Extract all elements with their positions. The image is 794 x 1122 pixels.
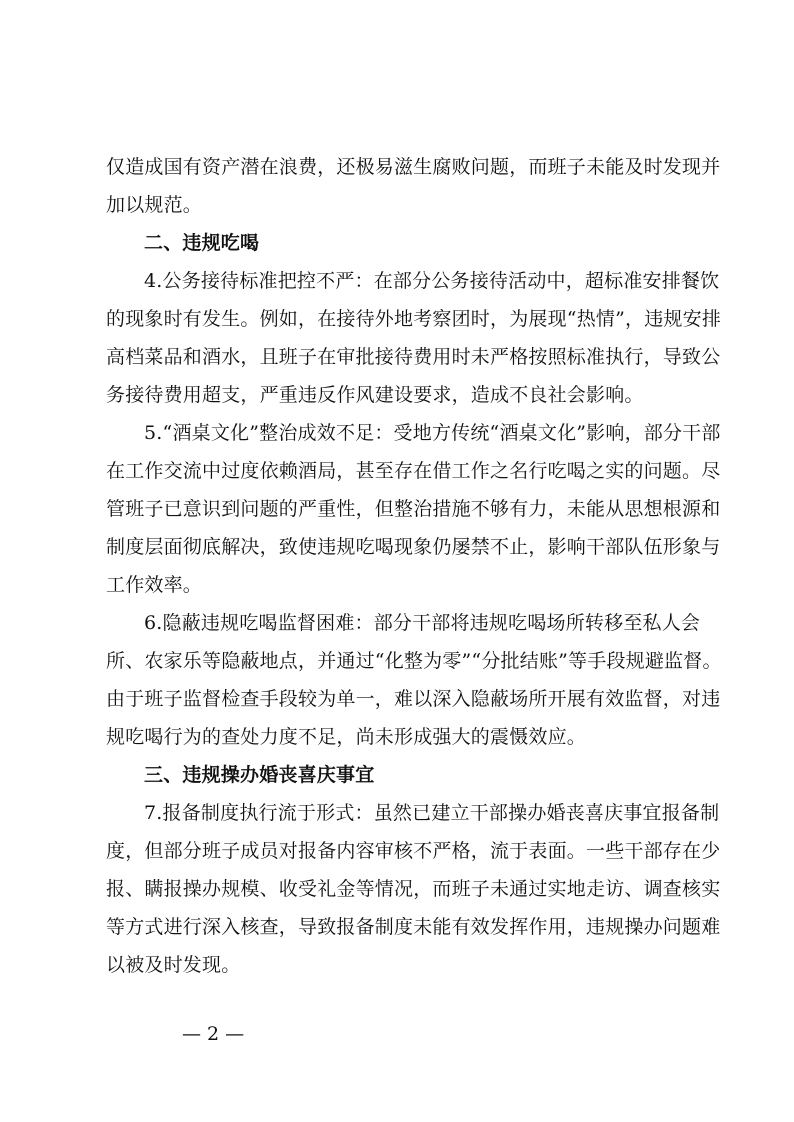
item-7-line-1: 7.报备制度执行流于形式：虽然已建立干部操办婚丧喜庆事宜报备制 (144, 802, 720, 824)
item-7-line-3: 报、瞒报操办规模、收受礼金等情况，而班子未通过实地走访、调查核实 (106, 878, 721, 900)
page-number: — 2 — (182, 1023, 245, 1045)
item-5-line-5: 工作效率。 (106, 574, 203, 596)
item-6-line-1: 6.隐蔽违规吃喝监督困难：部分干部将违规吃喝场所转移至私人会 (144, 612, 701, 634)
item-5-line-3: 管班子已意识到问题的严重性，但整治措施不够有力，未能从思想根源和 (106, 498, 721, 520)
paragraph-continuation-line-1: 仅造成国有资产潜在浪费，还极易滋生腐败问题，而班子未能及时发现并 (106, 156, 721, 178)
item-6-line-4: 规吃喝行为的查处力度不足，尚未形成强大的震慑效应。 (106, 726, 587, 748)
item-6-line-3: 由于班子监督检查手段较为单一，难以深入隐蔽场所开展有效监督，对违 (106, 688, 721, 710)
item-4-line-2: 的现象时有发生。例如，在接待外地考察团时，为展现“热情”，违规安排 (106, 308, 722, 330)
item-4-line-3: 高档菜品和酒水，且班子在审批接待费用时未严格按照标准执行，导致公 (106, 346, 721, 368)
section-heading-weddings-funerals: 三、违规操办婚丧喜庆事宜 (144, 764, 375, 786)
section-heading-violation-dining: 二、违规吃喝 (144, 232, 260, 254)
item-5-line-2: 在工作交流中过度依赖酒局，甚至存在借工作之名行吃喝之实的问题。尽 (106, 460, 721, 482)
item-7-line-5: 以被及时发现。 (106, 954, 241, 976)
paragraph-continuation-line-2: 加以规范。 (106, 194, 203, 216)
item-4-line-1: 4.公务接待标准把控不严：在部分公务接待活动中，超标准安排餐饮 (144, 270, 720, 292)
item-7-line-2: 度，但部分班子成员对报备内容审核不严格，流于表面。一些干部存在少 (106, 840, 721, 862)
item-4-line-4: 务接待费用超支，严重违反作风建设要求，造成不良社会影响。 (106, 384, 644, 406)
item-6-line-2: 所、农家乐等隐蔽地点，并通过“化整为零”“分批结账”等手段规避监督。 (106, 650, 722, 672)
item-5-line-4: 制度层面彻底解决，致使违规吃喝现象仍屡禁不止，影响干部队伍形象与 (106, 536, 721, 558)
item-7-line-4: 等方式进行深入核查，导致报备制度未能有效发挥作用，违规操办问题难 (106, 916, 721, 938)
item-5-line-1: 5.“酒桌文化”整治成效不足：受地方传统“酒桌文化”影响，部分干部 (144, 422, 721, 444)
